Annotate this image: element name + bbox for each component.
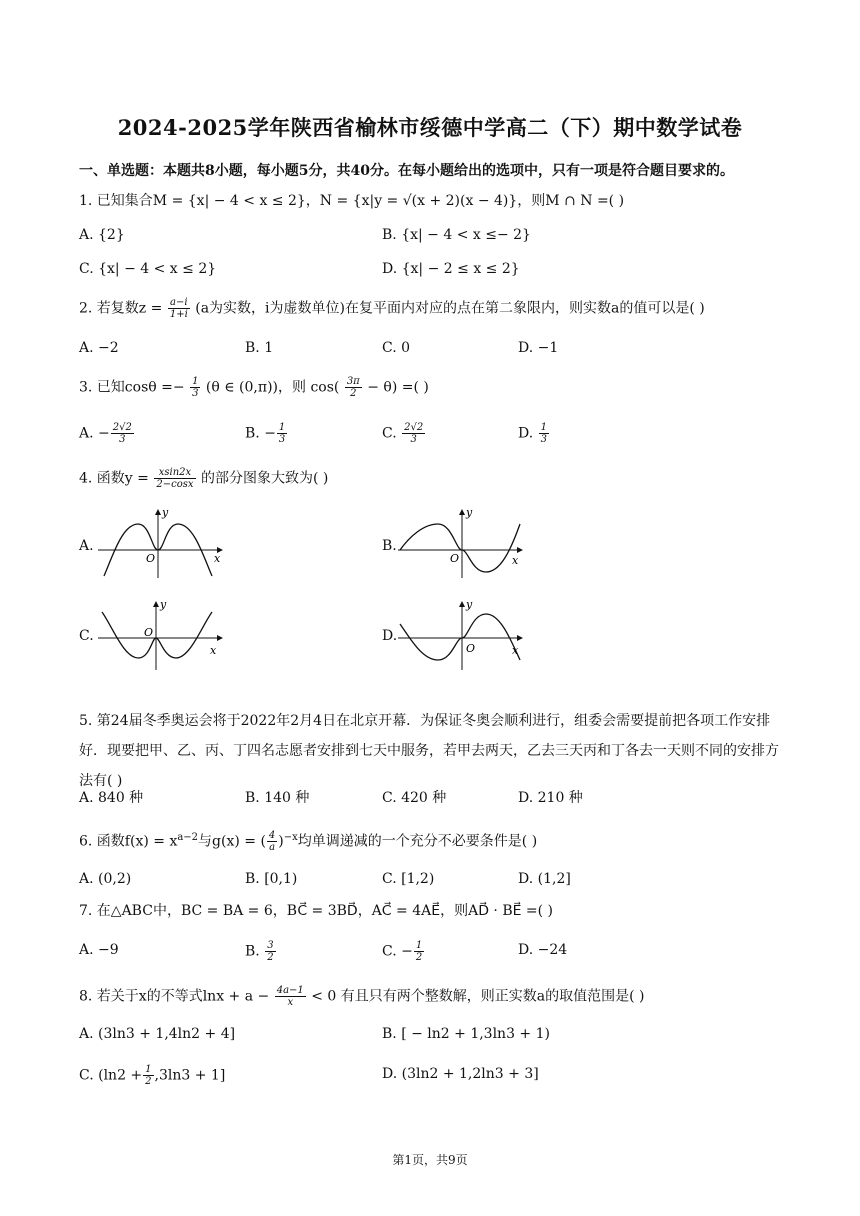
q7-c-pre: C. − bbox=[382, 943, 413, 960]
q8-c-num: 1 bbox=[145, 1064, 152, 1075]
q6-frac-num: 4 bbox=[268, 830, 276, 842]
question-2-option-d: D. −1 bbox=[518, 340, 559, 356]
q8-c-post: ,3ln3 + 1] bbox=[154, 1067, 226, 1084]
question-7-option-c bbox=[382, 940, 425, 963]
graph-option-c bbox=[98, 598, 228, 672]
question-8-option-b: B. [ − ln2 + 1,3ln3 + 1) bbox=[382, 1026, 550, 1042]
question-1-option-d: D. {x| − 2 ≤ x ≤ 2} bbox=[382, 261, 520, 277]
q3-b-num: 1 bbox=[278, 422, 286, 433]
q3-f1-den: 3 bbox=[192, 388, 199, 399]
question-3-option-a bbox=[79, 422, 135, 445]
q3-b-pre: B. − bbox=[245, 425, 276, 442]
question-4-option-a-label: A. bbox=[79, 538, 94, 554]
q8-c-pre: C. (ln2 + bbox=[79, 1067, 143, 1084]
question-3-option-d bbox=[518, 422, 550, 445]
question-5-option-a: A. 840 种 bbox=[79, 790, 144, 806]
q8-stem-pre: 8. 若关于x的不等式lnx + a − bbox=[79, 988, 270, 1005]
question-6-option-b: B. [0,1) bbox=[245, 871, 298, 887]
graph-b-origin: O bbox=[450, 552, 460, 565]
q8-c-frac bbox=[143, 1064, 153, 1087]
q3-f2-num: 3π bbox=[346, 376, 360, 387]
q4-stem-pre: 4. 函数y = bbox=[79, 470, 149, 487]
q3-d-frac bbox=[539, 422, 549, 445]
q3-stem-pre: 3. 已知cosθ =− bbox=[79, 379, 185, 396]
q7-c-frac bbox=[414, 940, 424, 963]
question-6-option-a: A. (0,2) bbox=[79, 871, 132, 887]
graph-a-x-label: x bbox=[214, 552, 221, 565]
question-5-stem: 5. 第24届冬季奥运会将于2022年2月4日在北京开幕．为保证冬奥会顺利进行，组委会需要提前把各项工作安排好．现要把甲、乙、丙、丁四名志愿者安排到七天中服务，若甲去两天，乙去三天丙和丁各去一天则不同的安排方法有( ) bbox=[79, 713, 779, 789]
question-3-stem bbox=[79, 376, 429, 399]
q6-fraction bbox=[267, 830, 277, 853]
graph-d-y-label: y bbox=[466, 598, 473, 611]
graph-d-curve bbox=[400, 614, 520, 660]
q4-fraction bbox=[154, 467, 195, 490]
q7-b-num: 3 bbox=[267, 940, 274, 951]
question-1-option-b: B. {x| − 4 < x ≤− 2} bbox=[382, 227, 531, 243]
graph-c-curve bbox=[102, 612, 212, 658]
graph-c-origin: O bbox=[144, 626, 154, 639]
question-8-option-a: A. (3ln3 + 1,4ln2 + 4] bbox=[79, 1026, 236, 1042]
q8-fraction bbox=[275, 985, 306, 1008]
graph-a-y-label: y bbox=[162, 506, 169, 519]
question-8-option-d: D. (3ln2 + 1,2ln3 + 3] bbox=[382, 1066, 539, 1082]
question-7-stem: 7. 在△ABC中，BC = BA = 6，BC⃗ = 3BD⃗，AC⃗ = 4AE⃗，则AD⃗ · BE⃗ =( ) bbox=[79, 903, 554, 919]
graph-b-curve bbox=[400, 524, 520, 572]
q3-c-den: 3 bbox=[410, 434, 417, 445]
q4-stem-post: 的部分图象大致为( ) bbox=[200, 470, 329, 487]
q7-b-pre: B. bbox=[245, 943, 265, 960]
q3-f2-den: 2 bbox=[350, 388, 357, 399]
question-6-stem bbox=[79, 828, 537, 853]
q3-stem-post: − θ) =( ) bbox=[367, 379, 429, 396]
section-heading: 一、单选题：本题共8小题，每小题5分，共40分。在每小题给出的选项中，只有一项是符合题目要求的。 bbox=[79, 163, 734, 179]
q8-frac-num: 4a−1 bbox=[276, 985, 304, 996]
question-7-option-a: A. −9 bbox=[79, 942, 119, 958]
question-2-option-b: B. 1 bbox=[245, 340, 274, 356]
question-5-option-c: C. 420 种 bbox=[382, 790, 447, 806]
q7-c-den: 2 bbox=[415, 952, 423, 963]
q3-fraction-1 bbox=[190, 376, 200, 399]
question-5-option-d: D. 210 种 bbox=[518, 790, 583, 806]
graph-option-d bbox=[398, 598, 528, 672]
graph-b-x-label: x bbox=[512, 554, 519, 567]
q6-sup-2: −x bbox=[283, 832, 298, 843]
question-5-option-b: B. 140 种 bbox=[245, 790, 310, 806]
q2-stem-post: (a为实数，i为虚数单位)在复平面内对应的点在第二象限内，则实数a的值可以是( ) bbox=[195, 300, 705, 317]
q3-b-den: 3 bbox=[278, 434, 286, 445]
q3-fraction-2 bbox=[345, 376, 362, 399]
q6-sup-1: a−2 bbox=[177, 832, 199, 843]
page-footer: 第1页，共9页 bbox=[392, 1153, 468, 1167]
question-2-stem bbox=[79, 297, 705, 320]
q2-frac-num: a−i bbox=[168, 297, 190, 309]
question-6-option-d: D. (1,2] bbox=[518, 871, 571, 887]
question-3-option-b bbox=[245, 422, 288, 445]
graph-c-x-label: x bbox=[210, 644, 217, 657]
q3-f1-num: 1 bbox=[192, 376, 199, 387]
q3-d-num: 1 bbox=[540, 422, 548, 433]
q3-d-pre: D. bbox=[518, 425, 538, 442]
q3-d-den: 3 bbox=[540, 434, 548, 445]
q3-a-pre: A. − bbox=[79, 425, 110, 442]
graph-b-y-label: y bbox=[466, 506, 473, 519]
graph-d-x-label: x bbox=[512, 644, 519, 657]
graph-a-origin: O bbox=[146, 552, 156, 565]
question-2-option-a: A. −2 bbox=[79, 340, 119, 356]
q6-stem-pre: 6. 函数f(x) = x bbox=[79, 833, 178, 850]
q2-frac-den: 1+i bbox=[169, 309, 188, 320]
question-2-option-c: C. 0 bbox=[382, 340, 411, 356]
graph-option-b bbox=[398, 506, 528, 580]
q4-frac-num: xsin2x bbox=[154, 467, 195, 479]
question-6-option-c: C. [1,2) bbox=[382, 871, 435, 887]
q6-stem-mid2: ) bbox=[278, 833, 284, 850]
q8-stem-post: < 0 有且只有两个整数解，则正实数a的取值范围是( ) bbox=[311, 988, 645, 1005]
q7-b-den: 2 bbox=[267, 952, 274, 963]
question-8-option-c bbox=[79, 1064, 225, 1087]
q3-a-num: 2√2 bbox=[112, 422, 132, 433]
question-4-option-b-label: B. bbox=[382, 538, 397, 554]
q7-b-frac bbox=[265, 940, 275, 963]
q3-c-pre: C. bbox=[382, 425, 402, 442]
question-8-stem bbox=[79, 985, 645, 1008]
q2-stem-pre: 2. 若复数z = bbox=[79, 300, 163, 317]
q3-c-frac bbox=[402, 422, 425, 445]
question-4-option-c-label: C. bbox=[79, 628, 94, 644]
graph-c-y-label: y bbox=[160, 598, 167, 611]
q3-stem-mid: (θ ∈ (0,π))，则 cos( bbox=[205, 379, 340, 396]
graph-d-origin: O bbox=[466, 642, 476, 655]
q3-a-den: 3 bbox=[119, 434, 126, 445]
q8-frac-den: x bbox=[287, 997, 294, 1008]
q3-b-frac bbox=[277, 422, 287, 445]
question-1-option-a: A. {2} bbox=[79, 227, 125, 243]
q3-a-frac bbox=[111, 422, 134, 445]
question-3-option-c bbox=[382, 422, 426, 445]
q3-c-num: 2√2 bbox=[404, 422, 424, 433]
graph-option-a bbox=[98, 506, 228, 580]
q2-fraction bbox=[168, 297, 190, 320]
q4-frac-den: 2−cosx bbox=[156, 479, 194, 490]
q7-c-num: 1 bbox=[415, 940, 423, 951]
q6-stem-post: 均单调递减的一个充分不必要条件是( ) bbox=[297, 833, 538, 850]
question-1-stem: 1. 已知集合M = {x| − 4 < x ≤ 2}，N = {x|y = √(x + 2)(x − 4)}，则M ∩ N =( ) bbox=[79, 193, 625, 209]
question-4-stem bbox=[79, 467, 328, 490]
question-1-option-c: C. {x| − 4 < x ≤ 2} bbox=[79, 261, 217, 277]
question-7-option-d: D. −24 bbox=[518, 942, 568, 958]
question-4-option-d-label: D. bbox=[382, 628, 398, 644]
q6-stem-mid: 与g(x) = ( bbox=[198, 833, 266, 850]
exam-title: 2024-2025学年陕西省榆林市绥德中学高二（下）期中数学试卷 bbox=[117, 115, 743, 140]
q8-c-den: 2 bbox=[145, 1076, 152, 1087]
q6-frac-den: a bbox=[269, 842, 276, 854]
question-7-option-b bbox=[245, 940, 277, 963]
